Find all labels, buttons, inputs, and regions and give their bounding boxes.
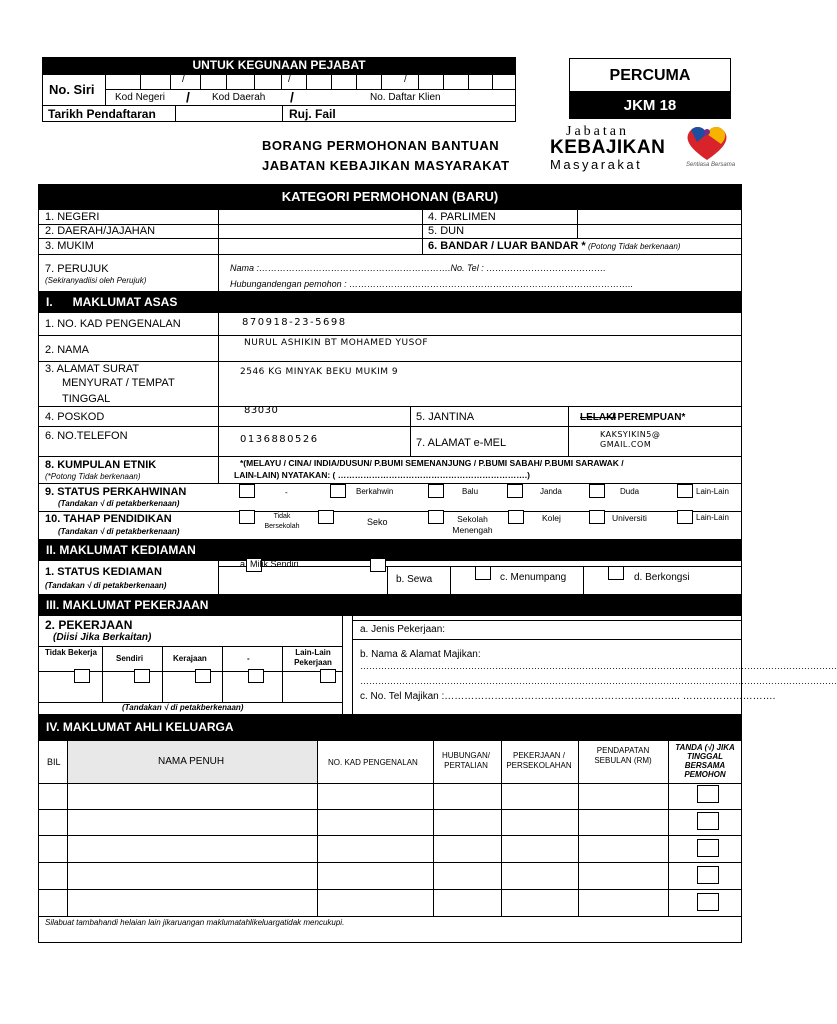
family-table: [38, 741, 742, 916]
negeri-label: 1. NEGERI: [45, 211, 100, 223]
tinggal-check-2[interactable]: [697, 812, 719, 830]
majikan-line-2[interactable]: ……………………………………………………………………………………………………………………………………………: [360, 676, 837, 686]
tinggal-check-5[interactable]: [697, 893, 719, 911]
etnik-options-2[interactable]: LAIN-LAIN) NYATAKAN: ( ………………………………………………………….): [234, 470, 530, 480]
slash: /: [186, 89, 190, 105]
parlimen-label: 4. PARLIMEN: [428, 211, 496, 223]
tinggal-check-1[interactable]: [697, 785, 719, 803]
kerja-opt-4: -: [247, 654, 250, 663]
kerja-check-5[interactable]: [320, 669, 336, 683]
col-hubungan: HUBUNGAN/ PERTALIAN: [441, 751, 490, 770]
alamat-label-1: 3. ALAMAT SURAT: [45, 363, 140, 375]
kediaman-opt-1: a. Milik Sendiri: [240, 559, 299, 569]
kerja-check-1[interactable]: [74, 669, 90, 683]
kod-negeri-label: Kod Negeri: [115, 92, 166, 103]
emel-value-2[interactable]: GMAIL.COM: [600, 440, 652, 449]
kahwin-check-1[interactable]: [239, 484, 255, 498]
col-bil: BIL: [47, 757, 61, 767]
etnik-note: (*Potong Tidak berkenaan): [45, 472, 141, 481]
col-tanda: TANDA (√) JIKA TINGGAL BERSAMA PEMOHON: [675, 743, 735, 779]
pekerjaan-heading: III. MAKLUMAT PEKERJAAN: [38, 594, 742, 616]
didik-opt-3: Sekolah Menengah: [452, 514, 493, 535]
col-pendapatan: PENDAPATAN SEBULAN (RM): [594, 746, 652, 765]
didik-opt-1: Tidak Bersekolah: [264, 513, 300, 530]
slash: /: [290, 89, 294, 105]
perujuk-hubungan-line[interactable]: Hubungandengan pemohon : …………………………………………………………………………………..: [230, 279, 634, 289]
keluarga-heading: IV. MAKLUMAT AHLI KELUARGA: [38, 714, 742, 741]
alamat-value[interactable]: 2546 KG MINYAK BEKU MUKIM 9: [240, 367, 399, 377]
form-title-2: JABATAN KEBAJIKAN MASYARAKAT: [262, 158, 510, 173]
slash: /: [182, 74, 185, 85]
kod-daerah-label: Kod Daerah: [212, 92, 266, 103]
kahwin-check-6[interactable]: [677, 484, 693, 498]
logo-masyarakat: Masyarakat: [550, 157, 643, 172]
form-code-badge: JKM 18: [569, 92, 731, 119]
col-ic: NO. KAD PENGENALAN: [328, 758, 418, 767]
perujuk-nama-line[interactable]: Nama :……………………………………………………….No. Tel : ………………………………….: [230, 263, 606, 273]
kediaman-check-3[interactable]: [475, 566, 491, 580]
kahwin-check-3[interactable]: [428, 484, 444, 498]
daerah-field[interactable]: [219, 225, 421, 237]
didik-note: (Tandakan √ di petakberkenaan): [58, 527, 180, 536]
didik-check-5[interactable]: [589, 510, 605, 524]
pekerjaan-label: 2. PEKERJAAN: [45, 618, 133, 632]
emel-label: 7. ALAMAT e-MEL: [416, 437, 507, 449]
ic-label: 1. NO. KAD PENGENALAN: [45, 318, 181, 330]
mukim-field[interactable]: [219, 239, 421, 253]
alamat-label-2: MENYURAT / TEMPAT: [62, 377, 175, 389]
parlimen-field[interactable]: [578, 210, 741, 223]
ic-value[interactable]: 870918-23-5698: [242, 317, 347, 328]
nama-value[interactable]: NURUL ASHIKIN BT MOHAMED YUSOF: [244, 338, 429, 348]
etnik-label: 8. KUMPULAN ETNIK: [45, 459, 157, 471]
dun-field[interactable]: [578, 225, 741, 237]
alamat-label-3: TINGGAL: [62, 393, 111, 405]
no-daftar-label: No. Daftar Klien: [370, 92, 441, 103]
slash: /: [404, 74, 407, 85]
kerja-check-3[interactable]: [195, 669, 211, 683]
kerja-check-2[interactable]: [134, 669, 150, 683]
jenis-pekerjaan-label[interactable]: a. Jenis Pekerjaan:: [360, 624, 446, 635]
logo-tagline: Sentiasa Bersama: [686, 162, 736, 168]
kahwin-note: (Tandakan √ di petakberkenaan): [58, 499, 180, 508]
kategori-heading: KATEGORI PERMOHONAN (BARU): [38, 184, 742, 209]
kerja-opt-5: Lain-Lain Pekerjaan: [294, 648, 332, 667]
etnik-options[interactable]: *(MELAYU / CINA/ INDIA/DUSUN/ P.BUMI SEMENANJUNG / P.BUMI SABAH/ P.BUMI SARAWAK /: [240, 458, 624, 468]
majikan-label[interactable]: b. Nama & Alamat Majikan:: [360, 649, 481, 660]
majikan-line-1[interactable]: ……………………………………………………………………………………………………………………………………………: [360, 661, 837, 671]
kahwin-opt-2: Berkahwin: [356, 487, 394, 496]
tarikh-label: Tarikh Pendaftaran: [48, 107, 156, 121]
logo-jabatan: Jabatan: [566, 124, 629, 139]
kahwin-check-2[interactable]: [330, 484, 346, 498]
kediaman-heading: II. MAKLUMAT KEDIAMAN: [38, 539, 742, 561]
tinggal-check-3[interactable]: [697, 839, 719, 857]
didik-check-2[interactable]: [318, 510, 334, 524]
kerja-opt-2: Sendiri: [116, 654, 144, 663]
kerja-opt-1: Tidak Bekerja: [45, 648, 97, 657]
bandar-note: (Potong Tidak berkenaan): [588, 242, 681, 251]
kediaman-opt-3: c. Menumpang: [500, 572, 567, 583]
bandar-label: 6. BANDAR / LUAR BANDAR *: [428, 240, 586, 252]
negeri-field[interactable]: [219, 210, 421, 223]
didik-label: 10. TAHAP PENDIDIKAN: [45, 513, 172, 525]
lelaki-option[interactable]: LELAKI: [580, 412, 617, 423]
tinggal-check-4[interactable]: [697, 866, 719, 884]
col-pekerjaan: PEKERJAAN / PERSEKOLAHAN: [506, 751, 572, 770]
pekerjaan-note: (Diisi Jika Berkaitan): [53, 632, 152, 643]
kahwin-opt-5: Duda: [620, 487, 640, 496]
kerja-opt-3: Kerajaan: [173, 654, 207, 663]
poskod-value[interactable]: 83030: [244, 405, 279, 416]
didik-opt-2: Seko: [367, 517, 388, 527]
jantina-label: 5. JANTINA: [416, 411, 475, 423]
kediaman-opt-4: d. Berkongsi: [634, 572, 690, 583]
kediaman-note: (Tandakan √ di petakberkenaan): [45, 581, 167, 590]
kahwin-opt-4: Janda: [540, 487, 562, 496]
kahwin-opt-1: -: [285, 488, 288, 497]
nama-label: 2. NAMA: [45, 344, 90, 356]
perujuk-label: 7. PERUJUK: [45, 263, 109, 275]
didik-opt-4: Kolej: [542, 513, 561, 523]
kahwin-check-4[interactable]: [507, 484, 523, 498]
daerah-label: 2. DAERAH/JAJAHAN: [45, 225, 156, 237]
telefon-label: 6. NO.TELEFON: [45, 430, 128, 442]
perempuan-option[interactable]: / PEREMPUAN*: [612, 412, 686, 423]
asas-heading: I. MAKLUMAT ASAS: [38, 291, 742, 313]
col-nama: NAMA PENUH: [158, 756, 225, 767]
didik-check-3[interactable]: [428, 510, 444, 524]
family-footnote: Silabuat tambahandi helaian lain jikaruangan maklumatahlikeluargatidak mencukupi.: [45, 918, 345, 927]
kerja-tick-note: (Tandakan √ di petakberkenaan): [122, 703, 244, 712]
kahwin-label: 9. STATUS PERKAHWINAN: [45, 486, 187, 498]
form-title-1: BORANG PERMOHONAN BANTUAN: [262, 138, 500, 153]
poskod-label: 4. POSKOD: [45, 411, 105, 423]
telefon-value[interactable]: 0136880526: [240, 434, 319, 445]
didik-check-1[interactable]: [239, 510, 255, 524]
didik-check-6[interactable]: [677, 510, 693, 524]
kediaman-opt-2: b. Sewa: [396, 574, 433, 585]
kediaman-check-4[interactable]: [608, 566, 624, 580]
kediaman-label: 1. STATUS KEDIAMAN: [45, 566, 162, 578]
heart-logo-icon: [681, 120, 736, 168]
no-siri-label: No. Siri: [49, 82, 95, 97]
percuma-badge: PERCUMA: [569, 58, 731, 92]
emel-value-1[interactable]: KAKSYIKIN5@: [600, 430, 661, 439]
kerja-check-4[interactable]: [248, 669, 264, 683]
slash: /: [288, 74, 291, 85]
kahwin-check-5[interactable]: [589, 484, 605, 498]
mukim-label: 3. MUKIM: [45, 240, 94, 252]
tel-majikan-label[interactable]: c. No. Tel Majikan :…………………………………………………………….. ……………………….: [360, 691, 776, 702]
didik-opt-5: Universiti: [612, 513, 647, 523]
ruj-fail-label: Ruj. Fail: [289, 107, 336, 121]
kahwin-opt-3: Balu: [462, 487, 479, 496]
didik-check-4[interactable]: [508, 510, 524, 524]
didik-opt-6: Lain-Lain: [696, 513, 729, 522]
perujuk-note: (Sekiranyadiisi oleh Perujuk): [45, 276, 147, 285]
logo-kebajikan: KEBAJIKAN: [550, 137, 666, 158]
dun-label: 5. DUN: [428, 225, 465, 237]
kahwin-opt-6: Lain-Lain: [696, 487, 729, 496]
kediaman-check-2[interactable]: [370, 558, 386, 572]
office-use-heading: UNTUK KEGUNAAN PEJABAT: [42, 57, 516, 74]
